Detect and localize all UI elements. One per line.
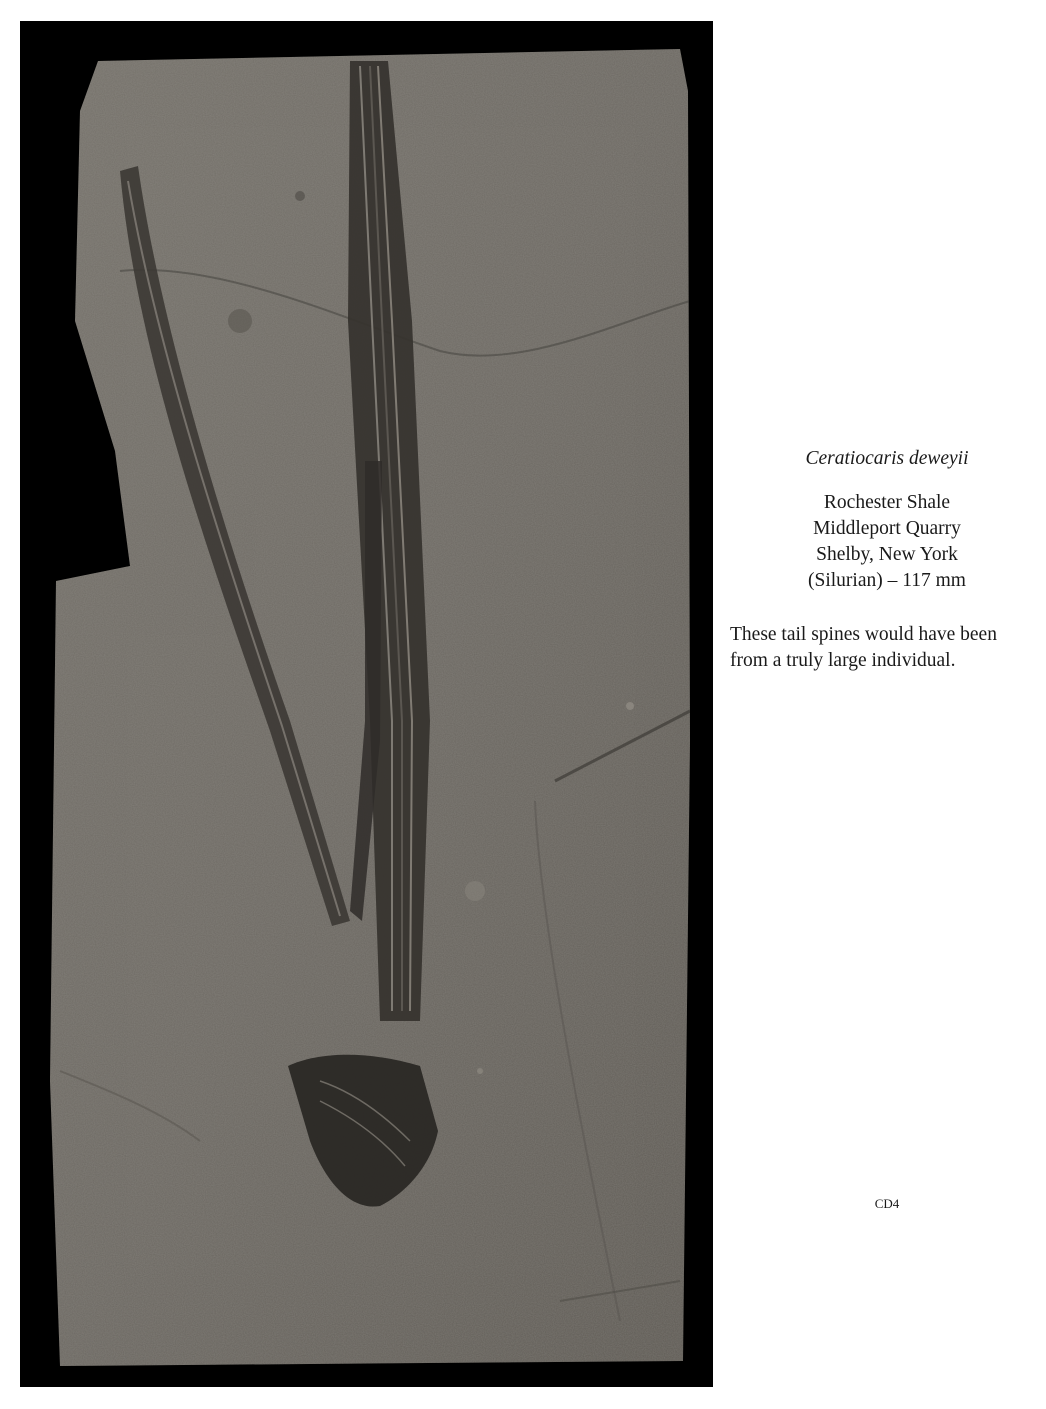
formation-line: Rochester Shale [823, 492, 951, 513]
age-size-line: (Silurian) – 117 mm [808, 570, 966, 591]
description-note [730, 622, 1046, 674]
locality-block [722, 490, 1046, 594]
fossil-slab-image [20, 21, 713, 1387]
place-line: Shelby, New York [816, 544, 958, 565]
note-line-1: These tail spines would have been [730, 624, 997, 645]
note-line-2: from a truly large individual. [730, 650, 956, 671]
fossil-photo [20, 21, 713, 1387]
species-name: Ceratiocaris deweyii [805, 448, 969, 469]
catalog-code: CD4 [874, 1196, 900, 1211]
quarry-line: Middleport Quarry [813, 518, 961, 539]
